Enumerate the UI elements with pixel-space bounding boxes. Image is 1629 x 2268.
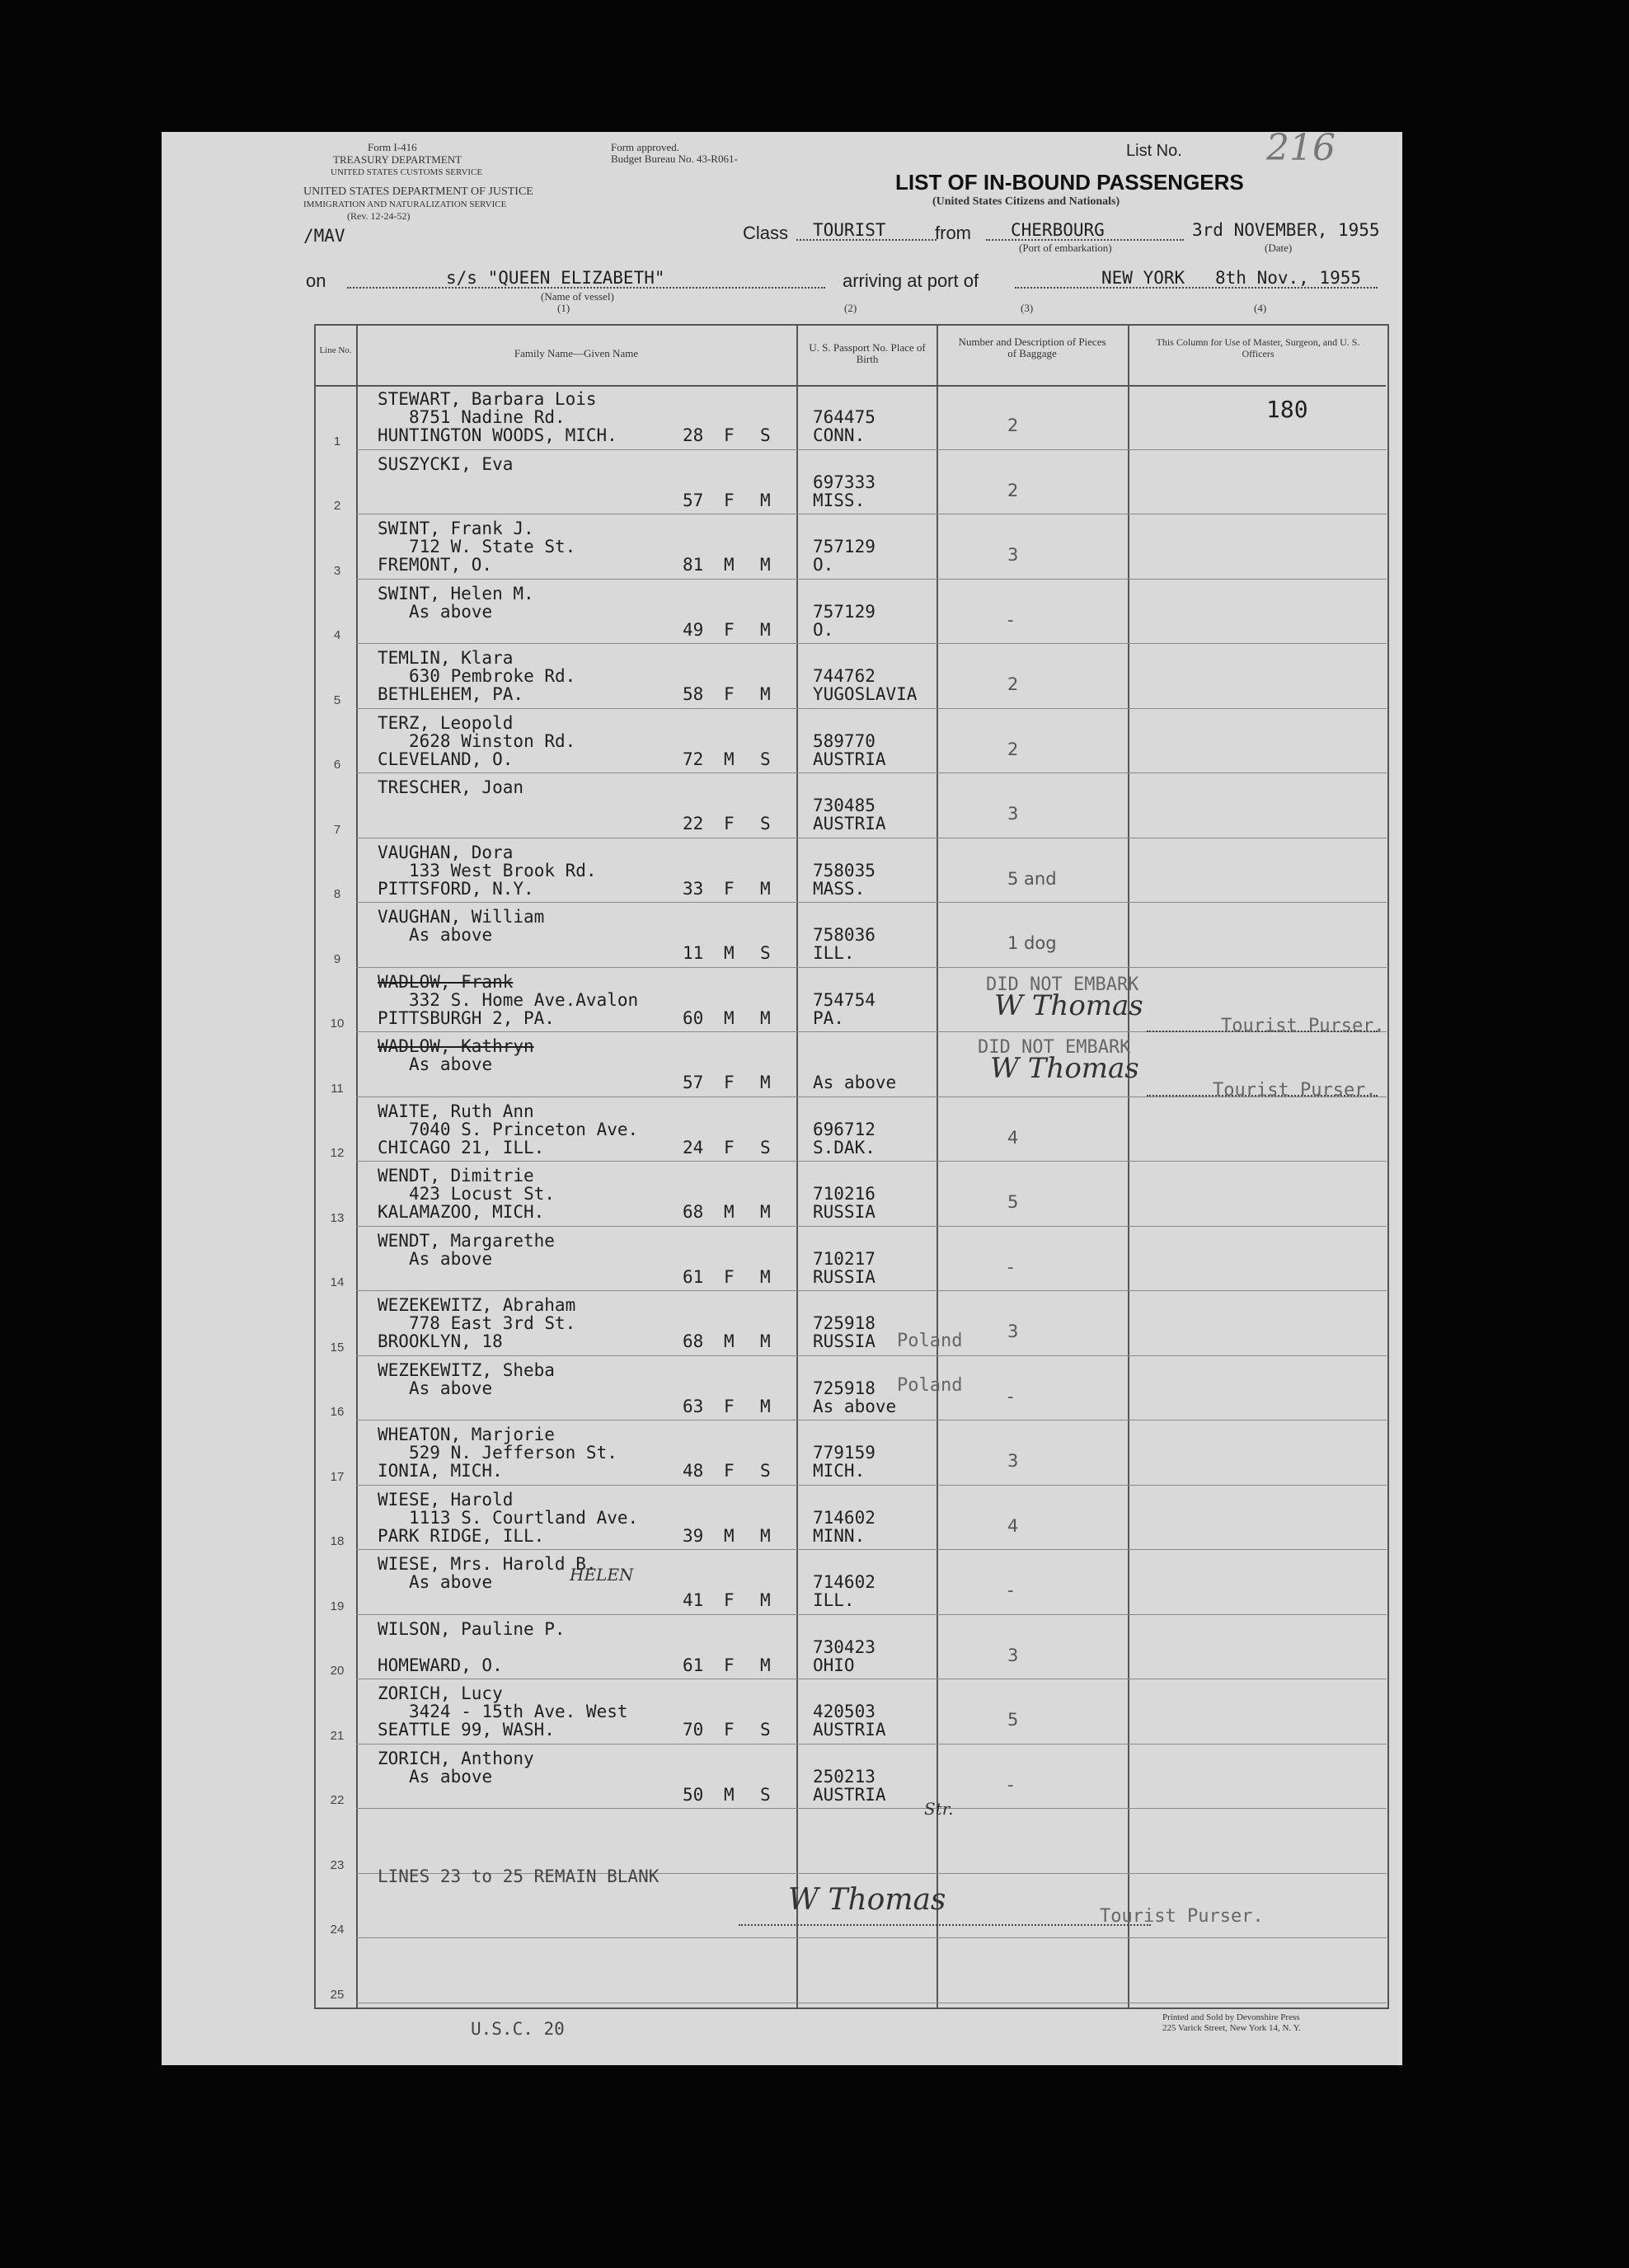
passenger-sex: F <box>724 1266 735 1287</box>
address-line-2: IONIA, MICH. <box>378 1461 503 1481</box>
baggage-count: 4 <box>1007 1127 1019 1148</box>
mav-code: /MAV <box>303 226 345 246</box>
marital-status: M <box>760 490 771 510</box>
passenger-name: ZORICH, Lucy <box>378 1683 503 1703</box>
col-header-line-no: Line No. <box>319 345 352 355</box>
arrival-date: 8th Nov., 1955 <box>1215 268 1362 288</box>
port-caption: (Port of embarkation) <box>1019 242 1112 254</box>
naturalization-service: IMMIGRATION AND NATURALIZATION SERVICE <box>303 200 507 209</box>
baggage-count: 1 dog <box>1007 933 1057 953</box>
passenger-sex: F <box>724 490 735 510</box>
marital-status: S <box>760 1720 771 1740</box>
baggage-count: 5 <box>1007 1710 1019 1730</box>
place-of-birth: CONN. <box>813 425 866 445</box>
passenger-age: 48 <box>683 1461 704 1481</box>
marital-status: M <box>760 1655 771 1675</box>
address-line-1: 2628 Winston Rd. <box>409 730 576 751</box>
line-number: 4 <box>333 628 341 642</box>
place-of-birth: As above <box>813 1073 897 1092</box>
passenger-name: WEZEKEWITZ, Abraham <box>378 1295 576 1315</box>
table-row <box>162 773 1402 838</box>
passenger-name: WIESE, Mrs. Harold B. <box>378 1554 597 1574</box>
marital-status: S <box>760 749 771 769</box>
passenger-sex: F <box>724 1396 735 1416</box>
address-line-2: HOMEWARD, O. <box>378 1655 503 1675</box>
class-value: TOURIST <box>813 220 886 240</box>
address-line-1: As above <box>409 1766 493 1787</box>
passenger-list-sheet <box>162 127 1402 2065</box>
passenger-age: 60 <box>683 1007 704 1028</box>
baggage-count: - <box>1007 609 1014 630</box>
vessel-caption: (Name of vessel) <box>541 290 614 303</box>
marital-status: S <box>760 1461 771 1481</box>
address-line-2: HUNTINGTON WOODS, MICH. <box>378 425 617 445</box>
table-row <box>162 968 1402 1033</box>
place-of-birth: As above <box>813 1396 897 1416</box>
line-number: 10 <box>330 1017 345 1031</box>
baggage-count: 2 <box>1007 416 1019 435</box>
purser-signature: W Thomas <box>994 989 1143 1022</box>
passenger-sex: M <box>724 555 735 575</box>
form-number: Form I-416 <box>368 141 417 153</box>
place-of-birth: OHIO <box>813 1655 855 1675</box>
birthplace-correction: Poland <box>897 1375 963 1396</box>
baggage-count: 3 <box>1007 804 1019 824</box>
passport-number: 730485 <box>813 796 876 815</box>
baggage-count: 2 <box>1007 674 1019 694</box>
passenger-sex: F <box>724 814 735 833</box>
purser-signature: W Thomas <box>788 1883 946 1917</box>
place-of-birth: O. <box>813 619 834 640</box>
table-row <box>162 1938 1402 2003</box>
address-line-2: PITTSBURGH 2, PA. <box>378 1007 555 1028</box>
line-number: 3 <box>333 563 341 578</box>
passenger-name: WILSON, Pauline P. <box>378 1618 566 1639</box>
passenger-age: 22 <box>683 814 704 833</box>
line-number: 23 <box>330 1857 345 1872</box>
passenger-name: TERZ, Leopold <box>378 712 514 733</box>
marital-status: M <box>760 1073 771 1092</box>
place-of-birth: S.DAK. <box>813 1137 876 1157</box>
place-of-birth: AUSTRIA <box>813 1784 886 1805</box>
address-line-1: As above <box>409 601 493 622</box>
address-line-1: As above <box>409 1054 493 1074</box>
passenger-name: WEZEKEWITZ, Sheba <box>378 1359 555 1380</box>
place-of-birth: YUGOSLAVIA <box>813 684 918 704</box>
baggage-count: - <box>1007 1386 1014 1406</box>
marital-status: M <box>760 555 771 575</box>
passenger-age: 61 <box>683 1266 704 1287</box>
embarkation-port: CHERBOURG <box>1011 220 1105 240</box>
passenger-age: 49 <box>683 619 704 640</box>
address-line-2: CLEVELAND, O. <box>378 749 514 769</box>
baggage-count: 4 <box>1007 1515 1019 1536</box>
tourist-purser-1: Tourist Purser. <box>1221 1016 1385 1036</box>
passenger-sex: M <box>724 1007 735 1028</box>
table-row <box>162 1679 1402 1744</box>
baggage-count: 3 <box>1007 1645 1019 1665</box>
address-line-2: CHICAGO 21, ILL. <box>378 1137 545 1157</box>
address-line-1: 332 S. Home Ave.Avalon <box>409 989 639 1010</box>
passenger-age: 41 <box>683 1590 704 1610</box>
did-not-embark-stamp: DID NOT EMBARK <box>978 1037 1131 1058</box>
line-number: 18 <box>330 1534 345 1548</box>
table-row <box>162 1615 1402 1680</box>
marital-status: S <box>760 943 771 963</box>
passenger-sex: F <box>724 619 735 640</box>
printer-credit: Printed and Sold by Devonshire Press <box>1162 2012 1300 2022</box>
passenger-age: 33 <box>683 878 704 899</box>
handwritten-note: Str. <box>924 1799 954 1819</box>
passenger-name: SUSZYCKI, Eva <box>378 453 514 474</box>
address-line-2: PARK RIDGE, ILL. <box>378 1525 545 1546</box>
baggage-count: 5 and <box>1007 868 1057 889</box>
passenger-name: TEMLIN, Klara <box>378 648 514 668</box>
passport-number: 764475 <box>813 407 876 427</box>
marital-status: M <box>760 1266 771 1287</box>
passenger-sex: F <box>724 1720 735 1740</box>
place-of-birth: ILL. <box>813 943 855 963</box>
place-of-birth: AUSTRIA <box>813 1720 886 1740</box>
passenger-name: WADLOW, Kathryn <box>378 1036 534 1056</box>
address-line-2: SEATTLE 99, WASH. <box>378 1720 555 1740</box>
line-number: 2 <box>333 499 341 513</box>
col-header-officers: This Column for Use of Master, Surgeon, and U. S. Officers <box>1156 336 1360 359</box>
address-line-1: As above <box>409 1572 493 1592</box>
tourist-purser-2: Tourist Purser. <box>1213 1080 1377 1101</box>
passport-number: 725918 <box>813 1313 876 1333</box>
line-number: 19 <box>330 1599 345 1613</box>
passenger-name: TRESCHER, Joan <box>378 777 524 797</box>
from-label: from <box>935 223 971 243</box>
column-marker-1: (1) <box>557 302 570 314</box>
line-number: 24 <box>330 1923 345 1937</box>
passenger-sex: F <box>724 1655 735 1675</box>
marital-status: M <box>760 684 771 704</box>
baggage-count: 3 <box>1007 545 1019 565</box>
place-of-birth: ILL. <box>813 1590 855 1610</box>
passenger-sex: M <box>724 749 735 769</box>
place-of-birth: AUSTRIA <box>813 814 886 833</box>
arrival-port: NEW YORK <box>1101 268 1185 288</box>
treasury-department: TREASURY DEPARTMENT <box>333 153 462 166</box>
table-row <box>162 1356 1402 1421</box>
baggage-count: - <box>1007 1580 1014 1600</box>
column-marker-3: (3) <box>1021 302 1034 314</box>
passport-number: 250213 <box>813 1766 876 1787</box>
place-of-birth: MINN. <box>813 1525 866 1546</box>
on-label: on <box>306 270 326 291</box>
passport-number: 757129 <box>813 537 876 556</box>
remain-blank-note: LINES 23 to 25 REMAIN BLANK <box>378 1867 660 1886</box>
place-of-birth: MICH. <box>813 1461 866 1481</box>
address-line-1: As above <box>409 1378 493 1398</box>
place-of-birth: RUSSIA <box>813 1266 876 1287</box>
place-of-birth: O. <box>813 555 834 575</box>
passenger-sex: F <box>724 425 735 445</box>
line-number: 12 <box>330 1146 345 1160</box>
baggage-count: 2 <box>1007 480 1019 500</box>
passport-number: 710217 <box>813 1248 876 1269</box>
vessel-name: s/s "QUEEN ELIZABETH" <box>446 268 665 288</box>
passenger-age: 24 <box>683 1137 704 1157</box>
arriving-label: arriving at port of <box>843 270 979 291</box>
passenger-sex: M <box>724 1525 735 1546</box>
passenger-age: 61 <box>683 1655 704 1675</box>
line-number: 7 <box>333 822 341 837</box>
form-approved: Form approved. <box>611 141 680 153</box>
table-row <box>162 1486 1402 1551</box>
passenger-age: 28 <box>683 425 704 445</box>
passenger-name: WAITE, Ruth Ann <box>378 1101 534 1121</box>
customs-service: UNITED STATES CUSTOMS SERVICE <box>331 167 483 177</box>
marital-status: S <box>760 1137 771 1157</box>
col-header-baggage: Number and Description of Pieces of Baggage <box>958 336 1106 359</box>
list-number-label: List No. <box>1126 142 1182 160</box>
marital-status: M <box>760 1007 771 1028</box>
passenger-name: ZORICH, Anthony <box>378 1748 534 1768</box>
baggage-count: 3 <box>1007 1322 1019 1341</box>
passenger-sex: M <box>724 1784 735 1805</box>
passenger-name: VAUGHAN, William <box>378 907 545 927</box>
passenger-name: WENDT, Margarethe <box>378 1230 555 1251</box>
passenger-age: 39 <box>683 1525 704 1546</box>
passenger-age: 72 <box>683 749 704 769</box>
passport-number: 779159 <box>813 1443 876 1463</box>
passport-number: 730423 <box>813 1636 876 1657</box>
marital-status: M <box>760 619 771 640</box>
passenger-age: 58 <box>683 684 704 704</box>
address-line-1: As above <box>409 1248 493 1269</box>
line-number: 16 <box>330 1405 345 1419</box>
marital-status: S <box>760 1784 771 1805</box>
passenger-sex: F <box>724 1137 735 1157</box>
address-line-1: 133 West Brook Rd. <box>409 860 597 880</box>
date-caption: (Date) <box>1265 242 1293 254</box>
address-line-1: 1113 S. Courtland Ave. <box>409 1507 639 1528</box>
passenger-name: WIESE, Harold <box>378 1489 514 1510</box>
line-number: 8 <box>333 887 341 901</box>
baggage-count: 3 <box>1007 1451 1019 1471</box>
marital-status: S <box>760 425 771 445</box>
passenger-age: 70 <box>683 1720 704 1740</box>
passenger-age: 81 <box>683 555 704 575</box>
place-of-birth: RUSSIA <box>813 1331 876 1351</box>
passport-number: 758036 <box>813 925 876 945</box>
table-row <box>162 1097 1402 1162</box>
passport-number: 714602 <box>813 1572 876 1592</box>
place-of-birth: AUSTRIA <box>813 749 886 769</box>
usc-footer: U.S.C. 20 <box>471 2019 565 2039</box>
department-of-justice: UNITED STATES DEPARTMENT OF JUSTICE <box>303 185 533 198</box>
place-of-birth: MASS. <box>813 878 866 899</box>
passport-number: 714602 <box>813 1507 876 1528</box>
baggage-count: 5 <box>1007 1192 1019 1212</box>
table-row <box>162 903 1402 968</box>
table-row <box>162 1227 1402 1292</box>
line-number: 20 <box>330 1664 345 1678</box>
place-of-birth: PA. <box>813 1007 844 1028</box>
line-number: 17 <box>330 1469 345 1484</box>
line-number: 13 <box>330 1210 345 1225</box>
table-row <box>162 1809 1402 1874</box>
address-line-1: 7040 S. Princeton Ave. <box>409 1119 639 1139</box>
class-label: Class <box>743 223 789 243</box>
baggage-count: - <box>1007 1774 1014 1795</box>
budget-bureau: Budget Bureau No. 43-R061- <box>611 153 738 165</box>
table-row <box>162 514 1402 580</box>
table-row <box>162 1162 1402 1227</box>
passenger-age: 68 <box>683 1331 704 1351</box>
address-line-2: BETHLEHEM, PA. <box>378 684 524 704</box>
line-number: 5 <box>333 693 341 707</box>
marital-status: M <box>760 1590 771 1610</box>
col-header-passport: U. S. Passport No. Place of Birth <box>809 341 926 365</box>
passport-number: 697333 <box>813 472 876 492</box>
table-row <box>162 709 1402 774</box>
passport-number: 754754 <box>813 989 876 1010</box>
tourist-purser-3: Tourist Purser. <box>1100 1906 1264 1927</box>
marital-status: M <box>760 1331 771 1351</box>
passenger-sex: M <box>724 943 735 963</box>
place-of-birth: MISS. <box>813 490 866 510</box>
line-number: 11 <box>331 1081 344 1096</box>
passport-number: 758035 <box>813 860 876 880</box>
passenger-name: WHEATON, Marjorie <box>378 1425 555 1444</box>
address-line-1: 630 Pembroke Rd. <box>409 666 576 686</box>
address-line-2: KALAMAZOO, MICH. <box>378 1202 545 1222</box>
page-title: LIST OF IN-BOUND PASSENGERS <box>895 170 1244 195</box>
marital-status: M <box>760 1396 771 1416</box>
line-number: 21 <box>330 1728 345 1743</box>
table-row <box>162 1550 1402 1615</box>
list-number-value: 216 <box>1266 127 1336 169</box>
passenger-age: 50 <box>683 1784 704 1805</box>
table-row <box>162 1744 1402 1810</box>
passenger-name: VAUGHAN, Dora <box>378 842 514 862</box>
passenger-name: WADLOW, Frank <box>378 971 514 992</box>
passport-number: 710216 <box>813 1184 876 1204</box>
table-row <box>162 1291 1402 1356</box>
passenger-age: 68 <box>683 1202 704 1222</box>
birthplace-correction: Poland <box>897 1331 963 1351</box>
marital-status: S <box>760 814 771 833</box>
passport-number: 420503 <box>813 1702 876 1721</box>
passport-number: 696712 <box>813 1119 876 1139</box>
embarkation-date: 3rd NOVEMBER, 1955 <box>1192 220 1380 240</box>
address-line-1: 3424 - 15th Ave. West <box>409 1702 628 1721</box>
address-line-1: As above <box>409 925 493 945</box>
baggage-count: - <box>1007 1256 1014 1277</box>
passenger-sex: M <box>724 1202 735 1222</box>
did-not-embark-stamp: DID NOT EMBARK <box>986 974 1139 995</box>
officer-note: 180 <box>1266 396 1308 423</box>
line-number: 9 <box>333 951 341 966</box>
handwritten-given-name: HELEN <box>570 1565 634 1585</box>
revision-date: (Rev. 12-24-52) <box>347 210 411 222</box>
table-row <box>162 1420 1402 1486</box>
marital-status: M <box>760 1525 771 1546</box>
purser-signature: W Thomas <box>990 1052 1139 1085</box>
line-number: 15 <box>330 1340 345 1355</box>
signature-line <box>739 1924 1151 1926</box>
line-number: 22 <box>330 1793 345 1807</box>
table-row <box>162 450 1402 515</box>
baggage-count: 2 <box>1007 739 1019 759</box>
address-line-1: 423 Locust St. <box>409 1184 556 1204</box>
line-number: 6 <box>333 758 341 772</box>
passport-number: 589770 <box>813 730 876 751</box>
page-subtitle: (United States Citizens and Nationals) <box>932 195 1120 208</box>
passport-number: 757129 <box>813 601 876 622</box>
address-line-1: 529 N. Jefferson St. <box>409 1443 617 1463</box>
col-header-name: Family Name—Given Name <box>514 347 639 359</box>
address-line-2: BROOKLYN, 18 <box>378 1331 503 1351</box>
passenger-age: 63 <box>683 1396 704 1416</box>
passenger-name: STEWART, Barbara Lois <box>378 389 597 409</box>
line-number: 1 <box>333 434 341 448</box>
passenger-age: 57 <box>683 490 704 510</box>
address-line-2: PITTSFORD, N.Y. <box>378 878 534 899</box>
passenger-age: 11 <box>683 943 704 963</box>
passenger-age: 57 <box>683 1073 704 1092</box>
passport-number: 744762 <box>813 666 876 686</box>
column-marker-2: (2) <box>844 302 857 314</box>
passport-number: 725918 <box>813 1378 876 1398</box>
address-line-1: 778 East 3rd St. <box>409 1313 576 1333</box>
address-line-2: FREMONT, O. <box>378 555 493 575</box>
table-row <box>162 385 1402 450</box>
table-row <box>162 838 1402 904</box>
passenger-sex: F <box>724 1461 735 1481</box>
line-number: 25 <box>330 1987 345 2002</box>
passenger-sex: F <box>724 1073 735 1092</box>
address-line-1: 8751 Nadine Rd. <box>409 407 566 427</box>
passenger-sex: F <box>724 1590 735 1610</box>
printer-address: 225 Varick Street, New York 14, N. Y. <box>1162 2023 1301 2033</box>
table-row <box>162 580 1402 645</box>
passenger-name: SWINT, Frank J. <box>378 519 534 538</box>
marital-status: M <box>760 878 771 899</box>
column-marker-4: (4) <box>1254 302 1267 314</box>
passenger-sex: F <box>724 684 735 704</box>
passenger-name: WENDT, Dimitrie <box>378 1166 534 1186</box>
marital-status: M <box>760 1202 771 1222</box>
passenger-sex: F <box>724 878 735 899</box>
passenger-name: SWINT, Helen M. <box>378 583 534 603</box>
address-line-1: 712 W. State St. <box>409 537 576 556</box>
passenger-sex: M <box>724 1331 735 1351</box>
line-number: 14 <box>330 1275 345 1289</box>
place-of-birth: RUSSIA <box>813 1202 876 1222</box>
table-row <box>162 644 1402 709</box>
